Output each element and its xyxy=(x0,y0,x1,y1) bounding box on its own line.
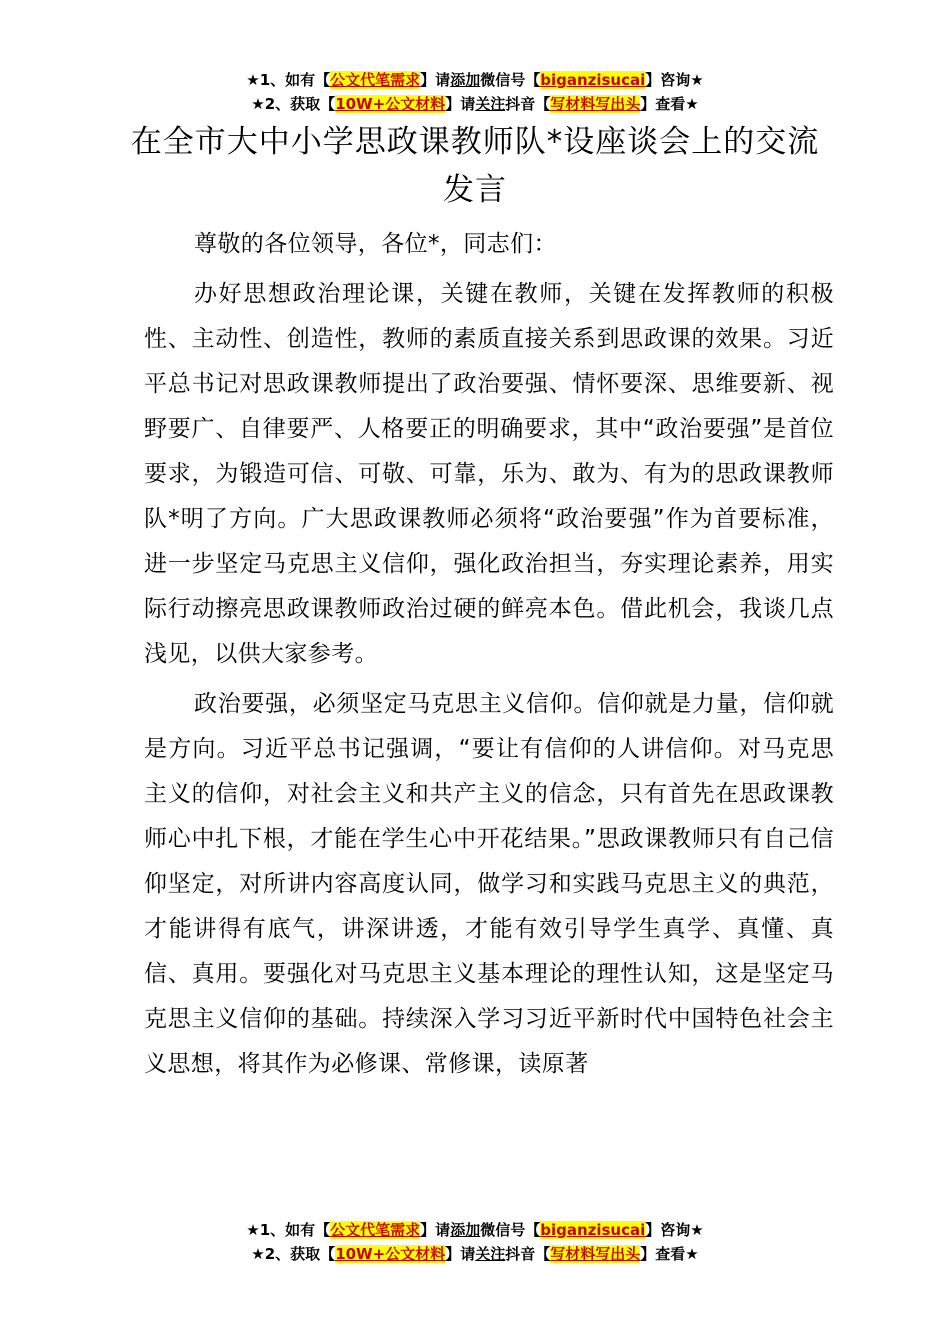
document-title: 在全市大中小学思政课教师队*设座谈会上的交流发言 xyxy=(130,124,820,208)
banner-text: 】请 xyxy=(420,71,451,89)
banner-text: 微信号【 xyxy=(480,71,541,89)
banner-highlight-materials: 10W+公文材料 xyxy=(335,95,446,113)
banner-underline-text: 添加 xyxy=(450,1221,481,1239)
banner-highlight-wechat-id: biganzisucai xyxy=(540,1221,646,1239)
banner-line-1 xyxy=(0,1218,950,1242)
banner-text: 微信号【 xyxy=(480,1221,541,1239)
document-body xyxy=(144,222,834,1092)
banner-line-2 xyxy=(0,1242,950,1266)
banner-text: 】查看★ xyxy=(640,1245,699,1263)
banner-text: 抖音【 xyxy=(505,1245,551,1263)
banner-text: ★1、如有【 xyxy=(246,71,331,89)
banner-line-2 xyxy=(0,92,950,116)
banner-underline-text: 关注 xyxy=(475,95,506,113)
banner-underline-text: 关注 xyxy=(475,1245,506,1263)
bottom-banner xyxy=(0,1218,950,1266)
banner-highlight-wechat-id: biganzisucai xyxy=(540,71,646,89)
paragraph: 办好思想政治理论课，关键在教师，关键在发挥教师的积极性、主动性、创造性，教师的素质直接关系到思政课的效果。习近平总书记对思政课教师提出了政治要强、情怀要深、思维要新、视野要广、自律要严、人格要正的明确要求，其中“政治要强”是首位要求，为锻造可信、可敬、可靠，乐为、敢为、有为的思政课教师队*明了方向。广大思政课教师必须将“政治要强”作为首要标准，进一步坚定马克思主义信仰，强化政治担当，夯实理论素养，用实际行动擦亮思政课教师政治过硬的鲜亮本色。借此机会，我谈几点浅见，以供大家参考。 xyxy=(144,281,834,667)
banner-text: 】请 xyxy=(445,95,476,113)
banner-highlight-service: 公文代笔需求 xyxy=(330,1221,421,1239)
banner-highlight-douyin: 写材料写出头 xyxy=(550,1245,641,1263)
salutation: 尊敬的各位领导，各位*，同志们： xyxy=(194,231,557,257)
banner-text: 】请 xyxy=(420,1221,451,1239)
banner-highlight-materials: 10W+公文材料 xyxy=(335,1245,446,1263)
banner-text: 】咨询★ xyxy=(645,71,704,89)
banner-text: 】查看★ xyxy=(640,95,699,113)
banner-text: 】咨询★ xyxy=(645,1221,704,1239)
top-banner xyxy=(0,68,950,116)
paragraph: 政治要强，必须坚定马克思主义信仰。信仰就是力量，信仰就是方向。习近平总书记强调，“要让有信仰的人讲信仰。对马克思主义的信仰，对社会主义和共产主义的信念，只有首先在思政课教师心中扎下根，才能在学生心中开花结果。”思政课教师只有自己信仰坚定，对所讲内容高度认同，做学习和实践马克思主义的典范，才能讲得有底气，讲深讲透，才能有效引导学生真学、真懂、真信、真用。要强化对马克思主义基本理论的理性认知，这是坚定马克思主义信仰的基础。持续深入学习习近平新时代中国特色社会主义思想，将其作为必修课、常修课，读原著 xyxy=(144,691,834,1077)
banner-text: ★2、获取【 xyxy=(251,1245,336,1263)
banner-underline-text: 添加 xyxy=(450,71,481,89)
banner-line-1 xyxy=(0,68,950,92)
banner-highlight-service: 公文代笔需求 xyxy=(330,71,421,89)
banner-text: 抖音【 xyxy=(505,95,551,113)
banner-text: 】请 xyxy=(445,1245,476,1263)
banner-text: ★2、获取【 xyxy=(251,95,336,113)
banner-highlight-douyin: 写材料写出头 xyxy=(550,95,641,113)
banner-text: ★1、如有【 xyxy=(246,1221,331,1239)
